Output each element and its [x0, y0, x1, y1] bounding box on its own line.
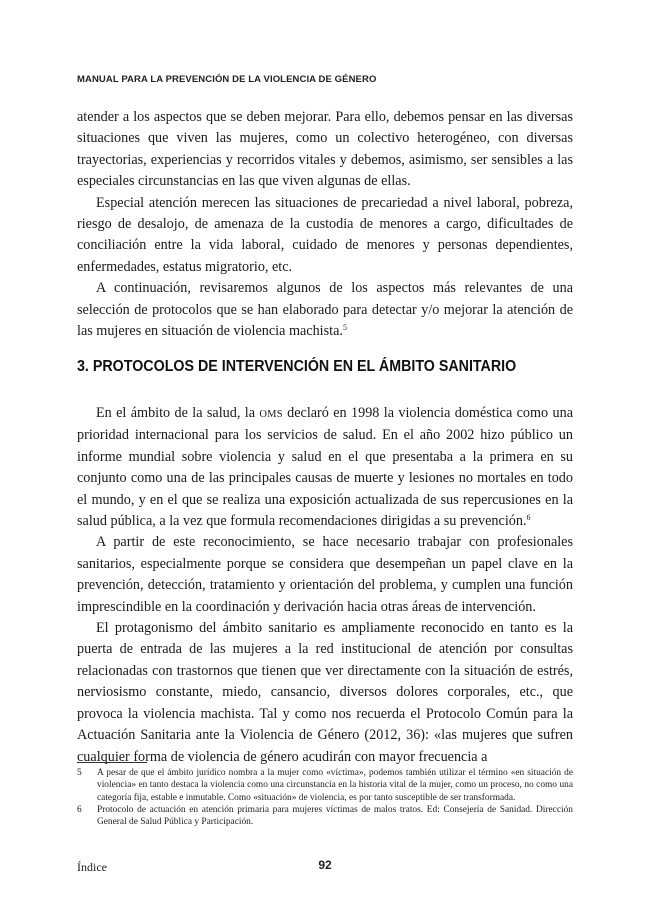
index-link[interactable]: Índice [77, 860, 107, 874]
page-number: 92 [318, 858, 332, 872]
footnote-reference[interactable]: 5 [342, 323, 347, 333]
paragraph: A partir de este reconocimiento, se hace necesario trabajar con profesionales sanitarios, especialmente porque se considera que desempeñan un papel clave en la prevención, detección, tratamiento y orientación del problema, y cumplen una función imprescindible en la coordinación y derivación hacia otras áreas de intervención. [77, 534, 573, 615]
abbreviation-oms: OMS [259, 409, 283, 420]
footnote-item [77, 767, 573, 804]
section-heading: 3. PROTOCOLOS DE INTERVENCIÓN EN EL ÁMBITO SANITARIO [77, 358, 517, 375]
footnote-item [77, 804, 573, 829]
paragraph [77, 278, 573, 342]
footnote-divider [77, 762, 147, 763]
footnote-reference[interactable]: 6 [526, 513, 531, 523]
paragraph-text: En el ámbito de la salud, la [96, 405, 256, 421]
footnotes [77, 767, 573, 828]
running-header: MANUAL PARA LA PREVENCIÓN DE LA VIOLENCIA DE GÉNERO [77, 74, 377, 85]
body-text-block-1 [77, 107, 573, 342]
paragraph: atender a los aspectos que se deben mejorar. Para ello, debemos pensar en las diversas situaciones que viven las mujeres, como un colectivo heterogéneo, con diversas trayectorias, experiencias y recorridos vitales y debemos, asimismo, ser sensibles a las especiales circunstancias en las que viven algunas de ellas. [77, 109, 573, 190]
footnote-text: A pesar de que el ámbito jurídico nombra a la mujer como «víctima», podemos también utilizar el término «en situación de violencia» en tanto destaca la violencia como una circunstancia en la historia vital de la mujer, como un proceso, no como una categoría fija, estable e inmutable. Como «situación» de violencia, es por tanto susceptible de ser transformada. [97, 768, 573, 803]
footnote-text: Protocolo de actuación en atención primaria para mujeres víctimas de malos tratos. Ed: Consejería de Sanidad. Dirección General de Salud Pública y Participación. [97, 804, 573, 828]
paragraph: El protagonismo del ámbito sanitario es ampliamente reconocido en tanto es la puerta de entrada de las mujeres a la red institucional de atención por consultas relacionadas con trastornos que tienen que ver directamente con la situación de estrés, nerviosismo constante, miedo, cansancio, diversos dolores corporales, etc., que provoca la violencia machista. Tal y como nos recuerda el Protocolo Común para la Actuación Sanitaria ante la Violencia de Género (2012, 36): «las mujeres que sufren cualquier forma de violencia de género acudirán con mayor frecuencia a [77, 620, 573, 765]
paragraph-text: A continuación, revisaremos algunos de los aspectos más relevantes de una selección de protocolos que se han elaborado para detectar y/o mejorar la atención de las mujeres en situación de violencia machista. [77, 280, 573, 340]
body-text-block-2 [77, 403, 573, 768]
footnote-number: 5 [77, 768, 82, 778]
paragraph: Especial atención merecen las situaciones de precariedad a nivel laboral, pobreza, riesgo de desalojo, de amenaza de la custodia de menores a cargo, dificultades de conciliación entre la vida laboral, cuidado de menores y personas dependientes, enfermedades, estatus migratorio, etc. [77, 194, 573, 275]
paragraph [77, 403, 573, 532]
paragraph-text: declaró en 1998 la violencia doméstica como una prioridad internacional para los servicios de salud. En el año 2002 hizo público un informe mundial sobre violencia y salud en el que presentaba a la primera en su conjunto como una de las principales causas de muerte y lesiones no mortales en todo el mundo, y en el que se realiza una exposición actualizada de sus repercusiones en la salud pública, a la vez que formula recomendaciones dirigidas a su prevención. [77, 405, 574, 530]
footnote-number: 6 [77, 804, 82, 815]
